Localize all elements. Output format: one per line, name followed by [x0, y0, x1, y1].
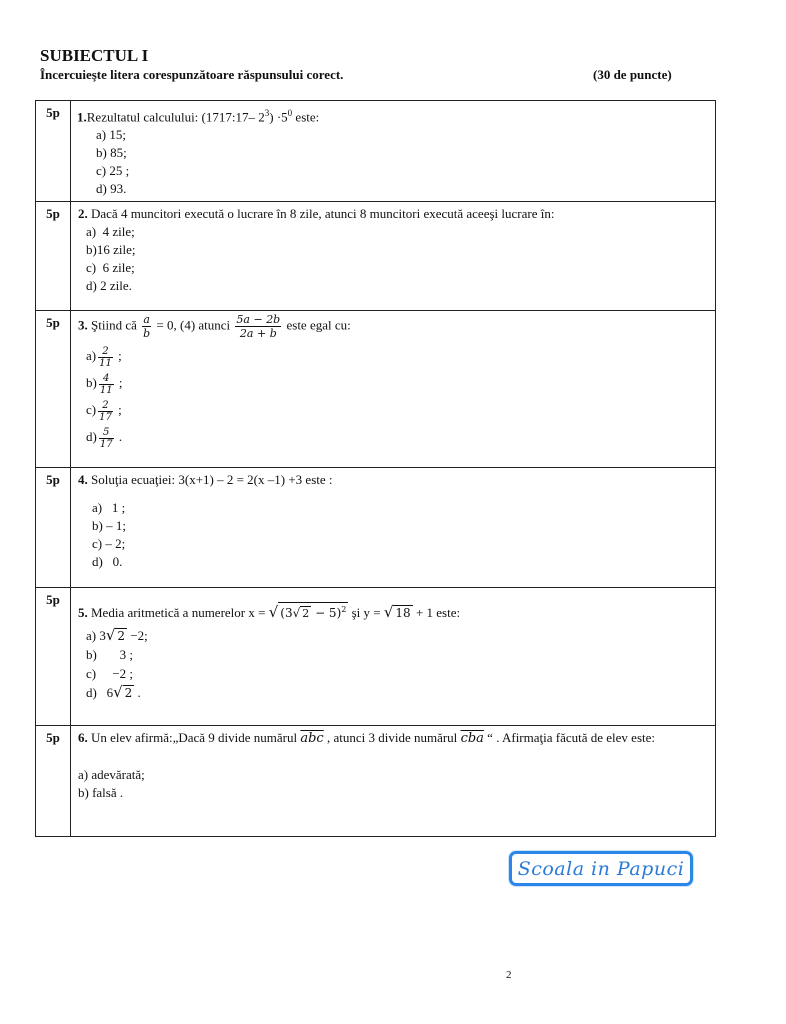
option-fraction — [99, 373, 114, 396]
answer-option-b[interactable]: b) – 1; — [92, 518, 126, 533]
exponent: 2 — [341, 605, 347, 614]
radical-sign: √ — [383, 603, 394, 621]
answer-option-b[interactable] — [86, 645, 715, 664]
option-label: c) — [86, 402, 97, 417]
fraction-numerator: 2 — [98, 346, 113, 358]
radical-sign: √ — [105, 626, 116, 644]
radical-sign: √ — [292, 606, 301, 620]
option-fraction — [98, 346, 113, 369]
radical-sign: √ — [268, 603, 279, 621]
question-text-part: este egal cu: — [283, 317, 351, 333]
fraction-denominator: 11 — [99, 357, 112, 369]
question-number: 6. — [78, 730, 88, 745]
option-end: ; — [114, 402, 122, 417]
question-text-part: Rezultatul calculului: (1717:17– 2 — [86, 109, 265, 125]
question-text-part: este: — [292, 109, 320, 125]
questions-table — [35, 100, 716, 837]
fraction-denominator: 11 — [99, 384, 113, 396]
question-body — [71, 726, 716, 837]
option-list — [86, 223, 715, 295]
question-text-part: + 1 este: — [412, 605, 461, 620]
answer-option-d[interactable]: d) 0. — [92, 554, 123, 569]
answer-option-a[interactable]: a) 15; — [96, 127, 126, 143]
question-row-3 — [36, 311, 716, 468]
answer-option-a[interactable]: a) adevărată; — [78, 767, 145, 782]
question-row-1 — [36, 101, 716, 202]
question-row-2 — [36, 202, 716, 311]
question-row-5 — [36, 588, 716, 726]
option-sqrt: 2 — [117, 629, 126, 643]
answer-option-a[interactable]: a) 4 zile; — [86, 224, 135, 239]
scoala-in-papuci-logo — [509, 851, 693, 886]
sqrt-expression-y: 18 — [395, 606, 411, 620]
answer-option-d[interactable]: d) 93. — [96, 181, 127, 197]
option-sqrt: 2 — [124, 686, 133, 700]
total-points: (30 de puncte) — [593, 67, 672, 82]
fraction-denominator: 2a + b — [239, 327, 277, 340]
question-text — [78, 729, 707, 748]
answer-option-b[interactable] — [86, 369, 715, 396]
question-row-6 — [36, 726, 716, 837]
answer-option-c[interactable] — [86, 396, 715, 423]
question-number: 1. — [77, 109, 87, 125]
question-text-part: , atunci 3 divide numărul — [323, 730, 461, 745]
question-body — [71, 588, 716, 726]
fraction-numerator: 5 — [99, 427, 114, 439]
option-end: ; — [114, 348, 122, 363]
option-text: d) 6 — [86, 685, 114, 700]
question-points: 5p — [36, 468, 71, 588]
option-end: . — [115, 429, 123, 444]
option-list — [96, 126, 715, 198]
option-label: a) — [86, 348, 97, 363]
answer-option-c[interactable]: c) 6 zile; — [86, 260, 135, 275]
answer-option-b[interactable]: b) 85; — [96, 145, 127, 161]
question-number: 3. — [78, 317, 88, 333]
question-text-part: Soluţia ecuaţiei: 3(x+1) – 2 = 2(x –1) +3 este : — [87, 472, 333, 487]
page-number: 2 — [506, 969, 512, 981]
option-end: ; — [115, 375, 123, 390]
option-list — [92, 499, 715, 571]
overlined-number: $\overline{abc}$ — [300, 731, 324, 746]
question-text — [78, 205, 715, 223]
question-text — [77, 104, 715, 126]
fraction-expression — [235, 313, 281, 340]
exponent: 3 — [264, 108, 270, 118]
overlined-number: $\overline{cba}$ — [460, 731, 484, 746]
question-row-4 — [36, 468, 716, 588]
answer-option-a[interactable] — [86, 626, 715, 645]
answer-option-c[interactable]: c) 25 ; — [96, 163, 130, 179]
radical-sign: √ — [113, 683, 123, 701]
option-label: b) — [86, 375, 97, 390]
option-label: d) — [86, 429, 97, 444]
question-body — [71, 202, 716, 311]
fraction-denominator: 17 — [99, 438, 113, 450]
answer-option-b[interactable]: b)16 zile; — [86, 242, 136, 257]
question-text-part: “ . Afirmaţia făcută de elev este: — [483, 730, 656, 745]
logo-text: Scoala in Papuci — [517, 857, 685, 880]
option-text: −2; — [127, 628, 148, 643]
instruction-text: Încercuieşte litera corespunzătoare răspunsului corect. — [40, 67, 344, 82]
answer-option-a[interactable]: a) 1 ; — [92, 500, 126, 515]
question-points: 5p — [36, 311, 71, 468]
fraction-denominator: 17 — [99, 411, 112, 423]
option-list — [86, 626, 715, 702]
question-points: 5p — [36, 726, 71, 837]
question-points: 5p — [36, 101, 71, 202]
fraction-numerator: 5a − 2b — [236, 313, 281, 326]
option-list — [78, 766, 707, 802]
answer-option-c[interactable]: c) – 2; — [92, 536, 126, 551]
answer-option-d[interactable]: d) 2 zile. — [86, 278, 132, 293]
question-text — [78, 313, 715, 340]
question-text-part: ) ·5 — [269, 109, 288, 125]
answer-option-b[interactable]: b) falsă . — [78, 785, 124, 800]
option-fraction — [99, 427, 114, 450]
question-text — [78, 602, 715, 622]
question-text-part: Dacă 4 muncitori execută o lucrare în 8 zile, atunci 8 muncitori execută aceeşi lucrare în: — [87, 206, 555, 221]
sqrt-part: (3 — [280, 606, 293, 620]
question-points: 5p — [36, 202, 71, 311]
question-text — [78, 471, 715, 489]
option-text: b) 3 ; — [86, 647, 133, 662]
question-text-part: Un elev afirmă:„Dacă 9 divide numărul — [87, 730, 301, 745]
question-number: 5. — [78, 605, 88, 620]
option-text: . — [134, 685, 141, 700]
fraction-denominator: b — [143, 327, 151, 340]
answer-option-d[interactable] — [86, 423, 715, 450]
question-body — [71, 468, 716, 588]
question-number: 4. — [78, 472, 88, 487]
fraction-a-over-b — [142, 313, 151, 340]
answer-option-c[interactable] — [86, 664, 715, 683]
question-body — [71, 311, 716, 468]
option-fraction — [98, 400, 113, 423]
question-number: 2. — [78, 206, 88, 221]
question-text-part: Media aritmetică a numerelor x = — [87, 605, 269, 620]
option-list — [86, 342, 715, 450]
fraction-numerator: 2 — [98, 400, 113, 412]
answer-option-a[interactable] — [86, 342, 715, 369]
fraction-numerator: 4 — [99, 373, 114, 385]
exponent: 0 — [287, 108, 293, 118]
answer-option-d[interactable] — [86, 683, 715, 702]
sqrt-expression-x — [278, 602, 348, 621]
question-body — [71, 101, 716, 202]
page-title: SUBIECTUL I — [40, 46, 149, 65]
option-text: c) −2 ; — [86, 666, 134, 681]
question-text-part: = 0, (4) atunci — [153, 317, 234, 333]
question-points: 5p — [36, 588, 71, 726]
inner-sqrt: 2 — [302, 607, 310, 620]
question-text-part: Ştiind că — [87, 317, 141, 333]
option-text: a) 3 — [86, 628, 106, 643]
question-text-part: şi y = — [348, 605, 384, 620]
sqrt-part: − 5) — [311, 606, 342, 620]
fraction-numerator: a — [143, 313, 150, 326]
